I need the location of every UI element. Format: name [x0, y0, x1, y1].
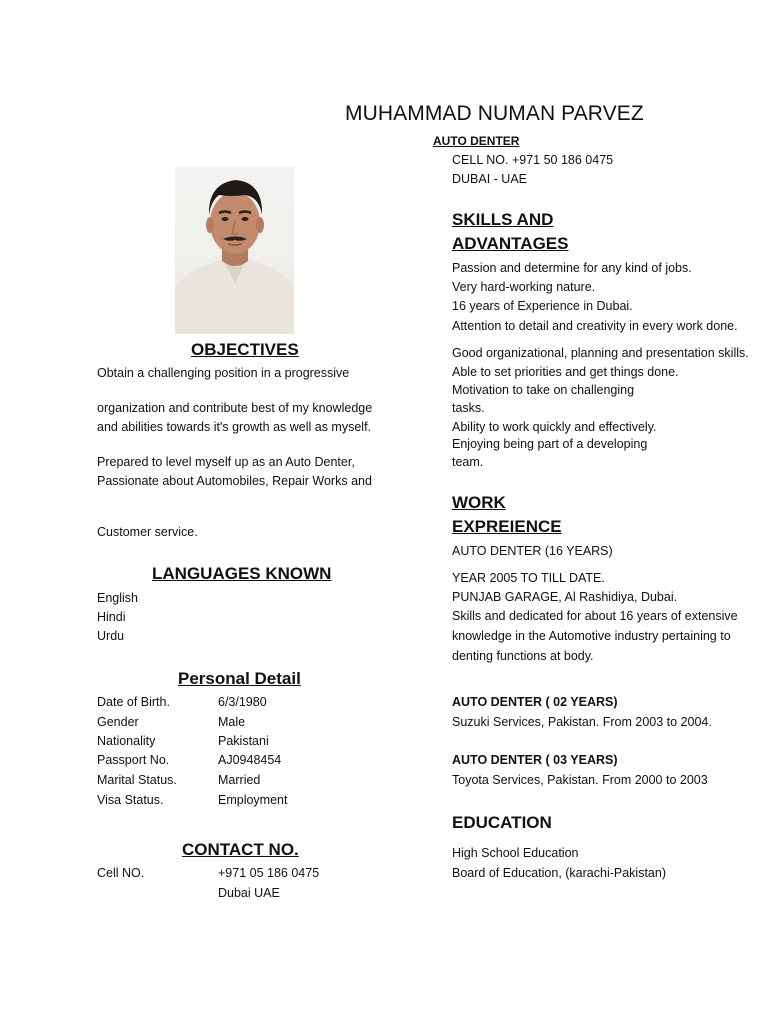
candidate-name: MUHAMMAD NUMAN PARVEZ: [345, 102, 644, 125]
personal-label: Nationality: [97, 734, 156, 748]
language-item: English: [97, 591, 138, 605]
job2-desc: Suzuki Services, Pakistan. From 2003 to 2004.: [452, 715, 712, 729]
header-cell: CELL NO. +971 50 186 0475: [452, 153, 614, 167]
personal-value: AJ0948454: [218, 753, 282, 767]
contact-city: Dubai UAE: [218, 886, 280, 900]
skill-item: Good organizational, planning and presentation skills.: [452, 346, 749, 360]
personal-value: Employment: [218, 793, 288, 807]
objectives-line: organization and contribute best of my knowledge: [97, 401, 373, 415]
personal-label: Gender: [97, 715, 139, 729]
personal-label: Visa Status.: [97, 793, 164, 807]
job1-period: YEAR 2005 TO TILL DATE.: [452, 571, 605, 585]
education-heading: EDUCATION: [452, 813, 552, 832]
job3-title: AUTO DENTER ( 03 YEARS): [452, 753, 618, 767]
person-silhouette-icon: [175, 167, 294, 334]
personal-label: Marital Status.: [97, 773, 177, 787]
job1-desc-line: Skills and dedicated for about 16 years of extensive: [452, 609, 738, 623]
skill-item: Attention to detail and creativity in every work done.: [452, 319, 738, 333]
objectives-line: Customer service.: [97, 525, 198, 539]
language-item: Hindi: [97, 610, 126, 624]
skill-item: Ability to work quickly and effectively.: [452, 420, 657, 434]
job1-title: AUTO DENTER (16 YEARS): [452, 544, 613, 558]
job1-place: PUNJAB GARAGE, Al Rashidiya, Dubai.: [452, 590, 678, 604]
objectives-heading: OBJECTIVES: [191, 340, 299, 359]
header-location: DUBAI - UAE: [452, 172, 528, 186]
languages-heading: LANGUAGES KNOWN: [152, 564, 332, 583]
skill-item: Very hard-working nature.: [452, 280, 596, 294]
job1-desc-line: denting functions at body.: [452, 649, 594, 663]
skill-item: Able to set priorities and get things done.: [452, 365, 679, 379]
job1-desc-line: knowledge in the Automotive industry pertaining to: [452, 629, 731, 643]
objectives-line: Passionate about Automobiles, Repair Works and: [97, 474, 372, 488]
skill-item: 16 years of Experience in Dubai.: [452, 299, 633, 313]
personal-value: Married: [218, 773, 261, 787]
contact-label: Cell NO.: [97, 866, 145, 880]
skills-heading-line2: ADVANTAGES: [452, 234, 569, 253]
education-line: Board of Education, (karachi-Pakistan): [452, 866, 666, 880]
job3-desc: Toyota Services, Pakistan. From 2000 to 2003: [452, 773, 708, 787]
skill-item: Motivation to take on challenging: [452, 383, 635, 397]
job2-title: AUTO DENTER ( 02 YEARS): [452, 695, 618, 709]
personal-label: Passport No.: [97, 753, 170, 767]
skills-heading-line1: SKILLS AND: [452, 210, 554, 229]
personal-heading: Personal Detail: [178, 669, 301, 688]
work-heading-line2: EXPREIENCE: [452, 517, 562, 536]
skill-item: Passion and determine for any kind of jobs.: [452, 261, 692, 275]
job-title: AUTO DENTER: [433, 134, 520, 148]
skill-item: Enjoying being part of a developing: [452, 437, 648, 451]
contact-heading: CONTACT NO.: [182, 840, 299, 859]
objectives-line: and abilities towards it's growth as well as myself.: [97, 420, 372, 434]
personal-value: 6/3/1980: [218, 695, 267, 709]
skill-item: team.: [452, 455, 484, 469]
language-item: Urdu: [97, 629, 125, 643]
objectives-line: Obtain a challenging position in a progressive: [97, 366, 350, 380]
profile-photo: [175, 167, 294, 334]
personal-value: Pakistani: [218, 734, 269, 748]
work-heading-line1: WORK: [452, 493, 506, 512]
personal-value: Male: [218, 715, 246, 729]
skill-item: tasks.: [452, 401, 485, 415]
education-line: High School Education: [452, 846, 579, 860]
personal-label: Date of Birth.: [97, 695, 170, 709]
contact-phone: +971 05 186 0475: [218, 866, 320, 880]
objectives-line: Prepared to level myself up as an Auto Denter,: [97, 455, 355, 469]
